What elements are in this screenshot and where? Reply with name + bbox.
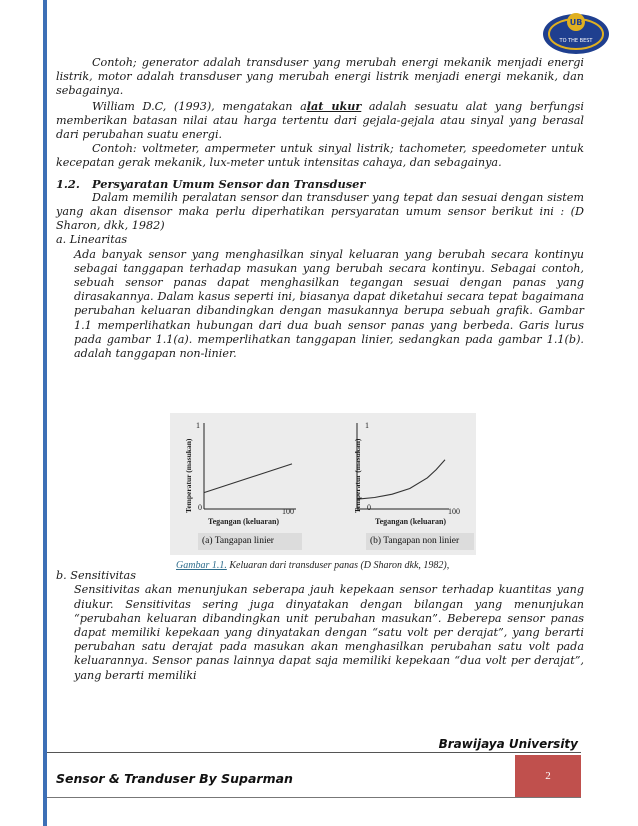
figure-caption: Gambar 1.1. Keluaran dari transduser panas (D Sharon dkk, 1982), [176,560,450,571]
list-item-sensitivitas-title: b. Sensitivitas [56,569,136,583]
svg-text:UB: UB [569,18,583,27]
tag-linear: (a) Tangapan linier [198,533,302,550]
svg-text:TO THE BEST: TO THE BEST [559,38,593,44]
series-line-0 [204,464,292,493]
tag-nonlinear: (b) Tangapan non linier [366,533,474,550]
chart-linear-ylabel: Temperatur (masukan) [184,438,193,513]
university-logo [540,4,612,60]
footer-bottom-rule [47,797,581,798]
body-text [56,56,584,683]
left-margin-rule [43,0,47,826]
section-intro: Dalam memilih peralatan sensor dan transduser yang tepat dan sesuai dengan sistem yang akan disensor maka perlu diperhatikan persyaratan umum sensor berikut ini : (D Sharon, dkk, 1982) [56,190,584,233]
page-number: 2 [545,770,551,782]
footer-university: Brawijaya University [438,737,578,751]
chart-nonlinear-ytick-top: 1 [365,421,369,430]
list-item-linearitas-body: Ada banyak sensor yang menghasilkan sinyal keluaran yang berubah secara kontinyu sebagai tanggapan terhadap masukan yang berubah secara kontinyu. Sebagai contoh, sebuah sensor panas dapat menghasilkan tegangan sesuai dengan panas yang dirasakannya. Dalam kasus seperti ini, biasanya dapat diketahui secara tepat bagaimana perubahan keluaran dibandingkan dengan masukannya berupa sebuah grafik. Gambar 1.1 memperlihatkan hubungan dari dua buah sensor panas yang berbeda. Garis lurus pada gambar 1.1(a). memperlihatkan tanggapan linier, sedangkan pada gambar 1.1(b). adalah tanggapan non-linier. [74,247,584,361]
footer-divider [47,752,581,753]
chart-nonlinear-xlabel: Tegangan (keluaran) [375,517,447,526]
chart-linear-origin: 0 [198,503,202,512]
paragraph-example-1: Contoh; generator adalah transduser yang merubah energi mekanik menjadi energi listrik, motor adalah transduser yang merubah energi listrik menjadi energi mekanik, dan sebagainya. [56,56,584,98]
paragraph-definition: William D.C, (1993), mengatakan alat ukur adalah sesuatu alat yang berfungsi memberikan batasan nilai atau harga tertentu dari gejala-gejala atau sinyal yang berasal dari perubahan suatu energi. [56,98,584,142]
figure-1-1 [170,413,476,585]
footer-book-title: Sensor & Tranduser By Suparman [56,771,293,786]
page-number-box [515,755,581,797]
chart-linear-ytick-top: 1 [196,421,200,430]
chart-linear-xtick-end: 100 [282,507,294,516]
chart-nonlinear-xtick-end: 100 [448,507,460,516]
series-line-0 [357,460,445,499]
section-heading: 1.2. Persyaratan Umum Sensor dan Transduser [56,176,366,191]
chart-nonlinear-ylabel: Temperatur (masukan) [353,438,362,513]
chart-nonlinear-origin: 0 [367,503,371,512]
chart-linear-xlabel: Tegangan (keluaran) [208,517,280,526]
paragraph-example-2: Contoh: voltmeter, ampermeter untuk sinyal listrik; tachometer, speedometer untuk kecepatan gerak mekanik, lux-meter untuk intensitas cahaya, dan sebagainya. [56,142,584,170]
list-item-sensitivitas-body: Sensitivitas akan menunjukan seberapa jauh kepekaan sensor terhadap kuantitas yang diukur. Sensitivitas sering juga dinyatakan dengan bilangan yang menunjukan “perubahan keluaran dibandingkan unit perubahan masukan”. Beberepa sensor panas dapat memiliki kepekaan yang dinyatakan dengan “satu volt per derajat”, yang berarti perubahan satu derajat pada masukan akan menghasilkan perubahan satu volt pada keluarannya. Sensor panas lainnya dapat saja memiliki kepekaan “dua volt per derajat”, yang berarti memiliki [74,583,584,682]
list-item-linearitas-title: a. Linearitas [56,233,128,247]
